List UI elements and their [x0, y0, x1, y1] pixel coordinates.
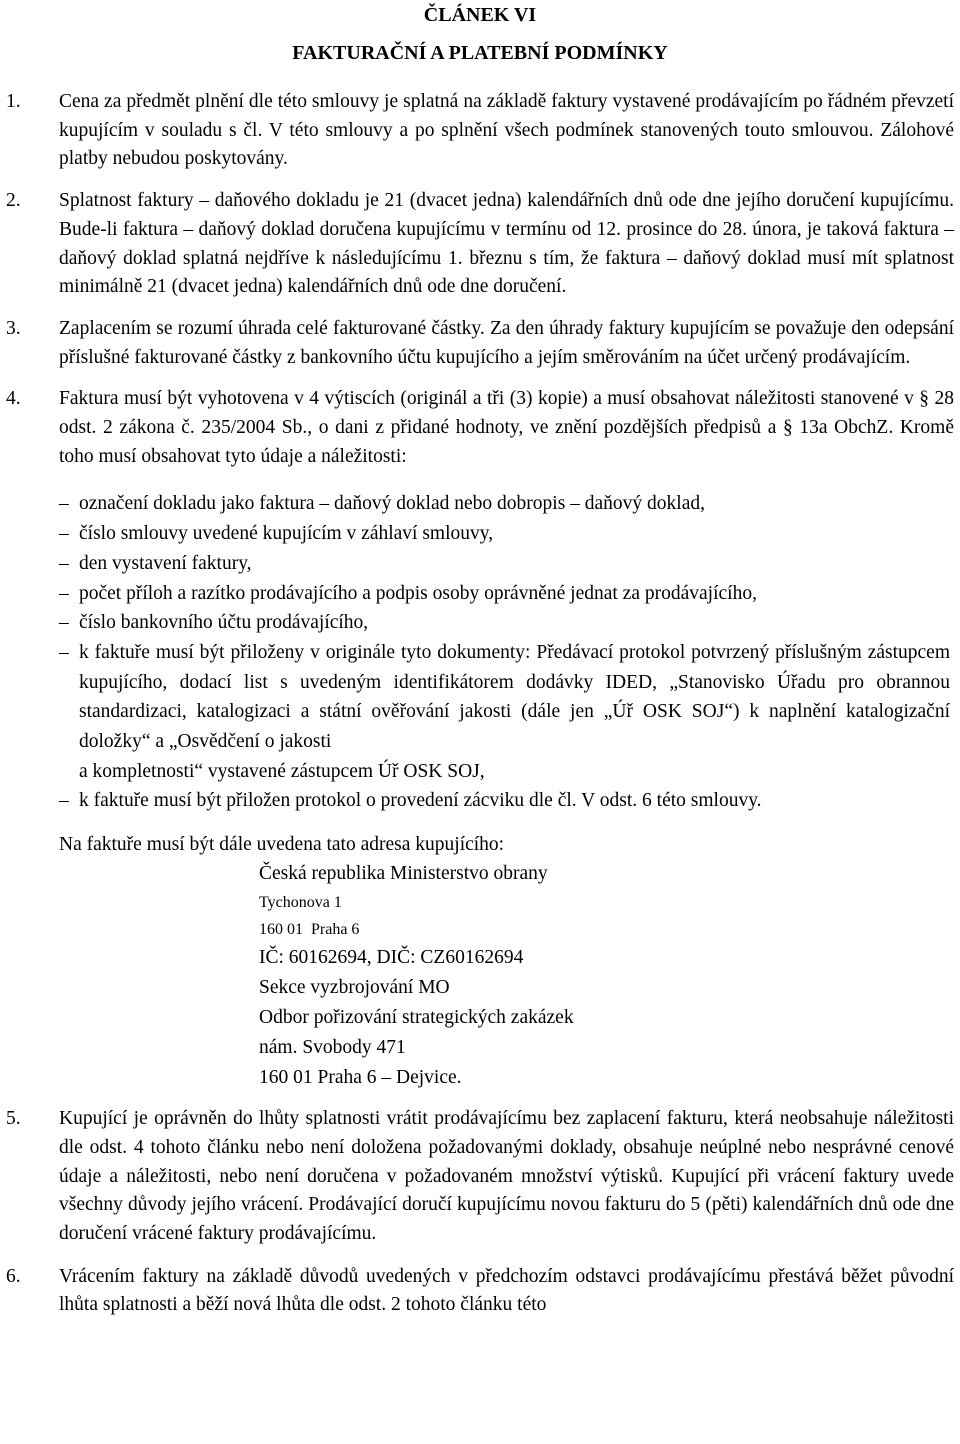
list-item-text: počet příloh a razítko prodávajícího a podpis osoby oprávněné jednat za prodávajícího, — [79, 582, 757, 604]
list-item-text: den vystavení faktury, — [79, 552, 252, 574]
address-city-full: 160 01 Praha 6 – Dejvice. — [259, 1067, 462, 1089]
list-item — [6, 608, 954, 638]
clause-6 — [6, 1263, 954, 1320]
clause-2 — [6, 187, 954, 302]
address-department: Odbor pořizování strategických zakázek — [259, 1007, 574, 1029]
dash-bullet: – — [59, 552, 69, 574]
list-item — [6, 786, 954, 816]
address-city: 160 01 Praha 6 — [259, 921, 360, 939]
dash-bullet: – — [59, 523, 69, 545]
buyer-address — [6, 859, 954, 1093]
clause-number: 3. — [6, 317, 21, 339]
clause-4 — [6, 385, 954, 471]
clause-text: Splatnost faktury – daňového dokladu je 21 (dvacet jedna) kalendářních dnů ode dne jejího doručení kupujícímu. Bude-li faktura – daňový doklad doručena kupujícímu v termínu od 12. prosince do 28. února, je taková faktura – daňový doklad splatná nejdříve k následujícímu 1. březnu s tím, že faktura – daňový doklad musí mít splatnost minimálně 21 (dvacet jedna) kalendářních dnů ode dne doručení. — [59, 190, 954, 298]
clause-1 — [6, 88, 954, 174]
address-street: Tychonova 1 — [259, 894, 342, 912]
article-title: ČLÁNEK VI — [423, 4, 537, 26]
list-item-continuation: a kompletnosti“ vystavené zástupcem Úř OSK SOJ, — [79, 760, 485, 782]
list-item-text: číslo smlouvy uvedené kupujícím v záhlaví smlouvy, — [79, 523, 494, 545]
invoice-requirements-list — [6, 489, 954, 816]
list-item-text: k faktuře musí být přiložen protokol o provedení zácviku dle čl. V odst. 6 této smlouvy. — [79, 790, 762, 812]
list-item — [6, 638, 954, 787]
clause-5 — [6, 1105, 954, 1249]
list-item-text: k faktuře musí být přiloženy v originále tyto dokumenty: Předávací protokol potvrzený příslušným zástupcem kupujícího, dodací list s uvedeným identifikátorem dodávky IDED, „Stanovisko Úřadu pro obrannou standardizaci, katalogizaci a státní ověřování jakosti (dále jen „Úř OSK SOJ“) k naplnění katalogizační doložky“ a „Osvědčení o jakosti — [79, 641, 950, 753]
clause-text: Cena za předmět plnění dle této smlouvy je splatná na základě faktury vystavené prodávajícím po řádném převzetí kupujícím v souladu s čl. V této smlouvy a po splnění všech podmínek stanovených touto smlouvou. Zálohové platby nebudou poskytovány. — [59, 91, 954, 170]
clause-3 — [6, 315, 954, 372]
clause-text: Faktura musí být vyhotovena v 4 výtiscích (originál a tři (3) kopie) a musí obsahovat náležitosti stanovené v § 28 odst. 2 zákona č. 235/2004 Sb., o dani z přidané hodnoty, ve znění pozdějších předpisů a § 13a ObchZ. Kromě toho musí obsahovat tyto údaje a náležitosti: — [59, 388, 954, 467]
dash-bullet: – — [59, 582, 69, 604]
list-item-text: označení dokladu jako faktura – daňový doklad nebo dobropis – daňový doklad, — [79, 493, 706, 515]
dash-bullet: – — [59, 641, 69, 663]
clause-text: Zaplacením se rozumí úhrada celé fakturované částky. Za den úhrady faktury kupujícím se považuje den odepsání příslušné fakturované částky z bankovního účtu kupujícího a jejím směrováním na účet určený prodávajícím. — [59, 317, 954, 368]
dash-bullet: – — [59, 612, 69, 634]
clause-number: 2. — [6, 190, 21, 212]
dash-bullet: – — [59, 790, 69, 812]
list-item — [6, 489, 954, 519]
clause-number: 4. — [6, 388, 21, 410]
clause-number: 6. — [6, 1265, 21, 1287]
clause-number: 1. — [6, 91, 21, 112]
list-item-text: číslo bankovního účtu prodávajícího, — [79, 612, 369, 634]
clause-text: Vrácením faktury na základě důvodů uvedených v předchozím odstavci prodávajícímu přestává běžet původní lhůta splatnosti a běží nová lhůta dle odst. 2 tohoto článku této — [59, 1265, 954, 1316]
clause-number: 5. — [6, 1108, 21, 1130]
address-section: Sekce vyzbrojování MO — [259, 977, 450, 999]
list-item — [6, 579, 954, 609]
address-ids: IČ: 60162694, DIČ: CZ60162694 — [259, 947, 524, 969]
clause-text: Kupující je oprávněn do lhůty splatnosti vrátit prodávajícímu bez zaplacení fakturu, která neobsahuje náležitosti dle odst. 4 tohoto článku nebo není doložena požadovanými doklady, obsahuje neúplné nebo nesprávné cenové údaje a náležitosti, nebo není doručena v požadovaném množství výtisků. Kupující při vrácení faktury uvede všechny důvody jejího vrácení. Prodávající doručí kupujícímu novou fakturu do 5 (pěti) kalendářních dnů ode dne doručení vrácené faktury prodávajícímu. — [59, 1108, 954, 1244]
address-square: nám. Svobody 471 — [259, 1037, 406, 1059]
address-name: Česká republika Ministerstvo obrany — [259, 863, 548, 885]
article-heading: FAKTURAČNÍ A PLATEBNÍ PODMÍNKY — [292, 42, 668, 64]
list-item — [6, 549, 954, 579]
address-intro: Na faktuře musí být dále uvedena tato adresa kupujícího: — [59, 834, 505, 856]
list-item — [6, 519, 954, 549]
dash-bullet: – — [59, 493, 69, 515]
